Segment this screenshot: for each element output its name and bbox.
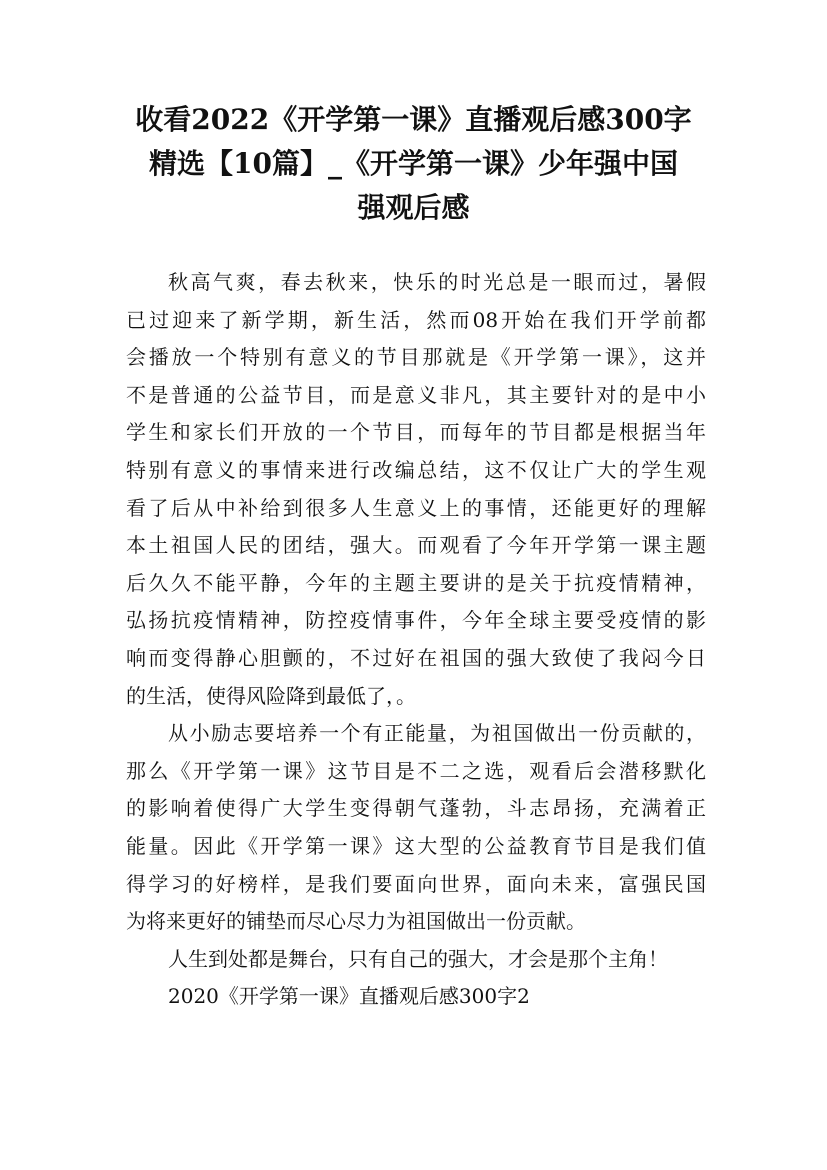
paragraph-2-line: 从小励志要培养一个有正能量，为祖国做出一份贡献的， bbox=[168, 721, 706, 746]
paragraph-1-line: 已过迎来了新学期，新生活，然而08开始在我们开学前都 bbox=[126, 307, 706, 332]
paragraph-2-line: 得学习的好榜样，是我们要面向世界，面向未来，富强民国 bbox=[126, 871, 706, 896]
document-title bbox=[110, 98, 717, 230]
section-heading-line: 2020《开学第一课》直播观后感300字2 bbox=[168, 984, 530, 1009]
paragraph-1-line: 特别有意义的事情来进行改编总结，这不仅让广大的学生观 bbox=[126, 457, 706, 482]
paragraph-1-line: 本土祖国人民的团结，强大。而观看了今年开学第一课主题 bbox=[126, 533, 706, 558]
paragraph-1-line: 响而变得静心胆颤的，不过好在祖国的强大致使了我闷今日 bbox=[126, 645, 706, 670]
paragraph-2-line: 能量。因此《开学第一课》这大型的公益教育节目是我们值 bbox=[126, 833, 706, 858]
paragraph-1-line: 的生活，使得风险降到最低了，。 bbox=[126, 683, 416, 708]
paragraph-3-line: 人生到处都是舞台，只有自己的强大，才会是那个主角！ bbox=[168, 946, 668, 971]
paragraph-1-line: 会播放一个特别有意义的节目那就是《开学第一课》，这并 bbox=[126, 345, 706, 370]
title-line: 精选【10篇】_《开学第一课》少年强中国 bbox=[149, 147, 678, 180]
paragraph-2-line: 为将来更好的铺垫而尽心尽力为祖国做出一份贡献。 bbox=[126, 909, 586, 934]
paragraph-1-line: 秋高气爽，春去秋来，快乐的时光总是一眼而过，暑假 bbox=[168, 270, 706, 294]
title-line: 收看2022《开学第一课》直播观后感300字 bbox=[135, 103, 692, 136]
paragraph-1-line: 学生和家长们开放的一个节目，而每年的节目都是根据当年 bbox=[126, 420, 706, 445]
article-body bbox=[126, 264, 706, 1016]
paragraph-2-line: 的影响着使得广大学生变得朝气蓬勃，斗志昂扬，充满着正 bbox=[126, 796, 706, 821]
paragraph-1-line: 看了后从中补给到很多人生意义上的事情，还能更好的理解 bbox=[126, 495, 706, 520]
paragraph-1-line: 不是普通的公益节目，而是意义非凡，其主要针对的是中小 bbox=[126, 382, 706, 407]
paragraph-2-line: 那么《开学第一课》这节目是不二之选，观看后会潜移默化 bbox=[126, 758, 706, 783]
paragraph-1-line: 后久久不能平静，今年的主题主要讲的是关于抗疫情精神， bbox=[126, 570, 706, 595]
paragraph-1-line: 弘扬抗疫情精神，防控疫情事件，今年全球主要受疫情的影 bbox=[126, 608, 706, 633]
title-line: 强观后感 bbox=[357, 191, 470, 224]
